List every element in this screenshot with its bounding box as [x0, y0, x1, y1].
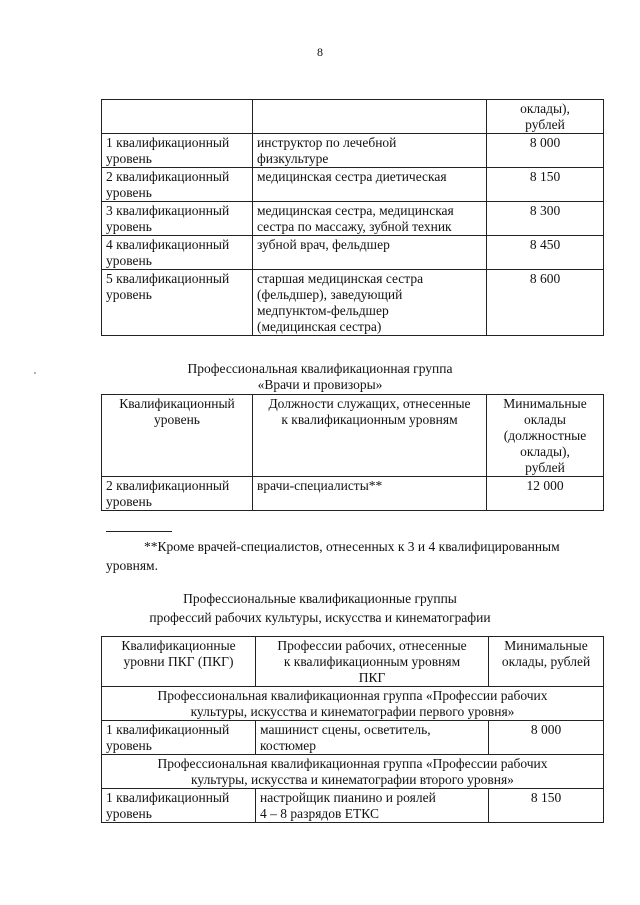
header-line: уровень	[154, 412, 200, 427]
table-header-continuation	[102, 100, 604, 134]
cell-line: культуры, искусства и кинематографии второго уровня»	[191, 772, 514, 787]
position-cell	[253, 270, 487, 336]
position-cell: врачи-специалисты**	[253, 477, 487, 511]
cell-line: медицинская сестра диетическая	[257, 169, 447, 184]
section-row	[102, 687, 604, 721]
level-cell	[102, 721, 256, 755]
cell-line: 1 квалификационный	[106, 135, 230, 150]
table-row	[102, 168, 604, 202]
section-title	[102, 687, 604, 721]
salary-cell: 8 600	[487, 270, 604, 336]
position-cell	[256, 789, 489, 823]
table-row	[102, 721, 604, 755]
cell-line: (медицинская сестра)	[257, 319, 382, 334]
footnote: **Кроме врачей-специалистов, отнесенных к 3 и 4 квалифицированным уровням.	[106, 539, 560, 573]
level-header	[102, 637, 256, 687]
header-line: рублей	[525, 460, 565, 475]
header-line: Минимальные	[504, 638, 588, 653]
cell-line: 2 квалификационный	[106, 169, 230, 184]
table-header-row	[102, 637, 604, 687]
position-cell	[253, 202, 487, 236]
header-line: ПКГ	[358, 670, 386, 685]
header-line: оклады),	[520, 444, 570, 459]
level-cell	[102, 202, 253, 236]
cell-line: старшая медицинская сестра	[257, 271, 424, 286]
cell-line: уровень	[106, 738, 152, 753]
header-line: Должности служащих, отнесенные	[268, 396, 471, 411]
table-row	[102, 270, 604, 336]
salary-header	[489, 637, 604, 687]
cell-line: зубной врач, фельдшер	[257, 237, 390, 252]
cell-line: 1 квалификационный	[106, 722, 230, 737]
header-line: уровни ПКГ (ПКГ)	[123, 654, 234, 669]
culture-workers-table	[101, 636, 604, 823]
table-row	[102, 789, 604, 823]
table-row	[102, 477, 604, 511]
group-title-workers	[0, 589, 640, 627]
position-header	[253, 395, 487, 477]
header-line: Квалификационный	[119, 396, 235, 411]
cell-line: уровень	[106, 806, 152, 821]
group-title-doctors	[0, 361, 640, 393]
caption-line: профессий рабочих культуры, искусства и кинематографии	[149, 610, 491, 625]
table-row	[102, 202, 604, 236]
section-row	[102, 755, 604, 789]
cell-line: уровень	[106, 151, 152, 166]
cell-line: уровень	[106, 494, 152, 509]
header-line: (должностные	[503, 428, 587, 443]
cell-line: физкультуре	[257, 151, 329, 166]
cell-line: 4 квалификационный	[106, 237, 230, 252]
salary-cell: 8 300	[487, 202, 604, 236]
cell-line: 5 квалификационный	[106, 271, 230, 286]
salary-cell: 12 000	[487, 477, 604, 511]
position-header	[256, 637, 489, 687]
level-cell	[102, 477, 253, 511]
cell-line: сестра по массажу, зубной техник	[257, 219, 452, 234]
cell-line: костюмер	[260, 738, 317, 753]
cell-line: 2 квалификационный	[106, 478, 230, 493]
cell-line: 4 – 8 разрядов ЕТКС	[260, 806, 379, 821]
page-number: 8	[317, 45, 323, 59]
cell-line: настройщик пианино и роялей	[260, 790, 436, 805]
caption-line: Профессиональная квалификационная группа	[187, 361, 453, 376]
header-line: оклады, рублей	[501, 654, 591, 669]
header-line: к квалификационным уровням	[283, 654, 461, 669]
cell-line: культуры, искусства и кинематографии первого уровня»	[190, 704, 515, 719]
header-line: Профессии рабочих, отнесенные	[277, 638, 467, 653]
salary-cell: 8 450	[487, 236, 604, 270]
salary-cell: 8 000	[487, 134, 604, 168]
cell-line: 3 квалификационный	[106, 203, 230, 218]
paramedical-staff-table	[101, 99, 604, 336]
section-title	[102, 755, 604, 789]
cell-line: уровень	[106, 185, 152, 200]
position-cell	[253, 168, 487, 202]
cell-line: медицинская сестра, медицинская	[257, 203, 454, 218]
header-line: Минимальные	[503, 396, 587, 411]
header-line: оклады),	[520, 101, 570, 116]
cell-line: 1 квалификационный	[106, 790, 230, 805]
cell-line: машинист сцены, осветитель,	[260, 722, 431, 737]
header-line: оклады	[524, 412, 566, 427]
level-cell	[102, 134, 253, 168]
footnote-separator	[106, 531, 172, 532]
level-header	[102, 395, 253, 477]
header-line: Квалификационные	[121, 638, 236, 653]
doctors-table	[101, 394, 604, 511]
salary-cell: 8 150	[489, 789, 604, 823]
salary-cell: 8 000	[489, 721, 604, 755]
cell-line: уровень	[106, 253, 152, 268]
level-cell	[102, 236, 253, 270]
table-row	[102, 236, 604, 270]
table-row	[102, 134, 604, 168]
position-cell	[253, 236, 487, 270]
level-cell	[102, 789, 256, 823]
header-line: рублей	[525, 117, 565, 132]
cell-line: Профессиональная квалификационная группа «Профессии рабочих	[157, 688, 548, 703]
salary-header	[487, 395, 604, 477]
level-cell	[102, 168, 253, 202]
cell-line: Профессиональная квалификационная группа «Профессии рабочих	[157, 756, 548, 771]
cell-line: (фельдшер), заведующий	[257, 287, 403, 302]
cell-line: уровень	[106, 219, 152, 234]
position-cell	[253, 134, 487, 168]
caption-line: «Врачи и провизоры»	[257, 377, 383, 392]
caption-line: Профессиональные квалификационные группы	[183, 591, 457, 606]
cell-line: медпунктом-фельдшер	[257, 303, 389, 318]
header-line: к квалификационным уровням	[281, 412, 458, 427]
salary-cell: 8 150	[487, 168, 604, 202]
cell-line: уровень	[106, 287, 152, 302]
position-cell	[256, 721, 489, 755]
table-header-row	[102, 395, 604, 477]
cell-line: инструктор по лечебной	[257, 135, 397, 150]
level-cell	[102, 270, 253, 336]
salary-header-tail	[487, 100, 604, 134]
